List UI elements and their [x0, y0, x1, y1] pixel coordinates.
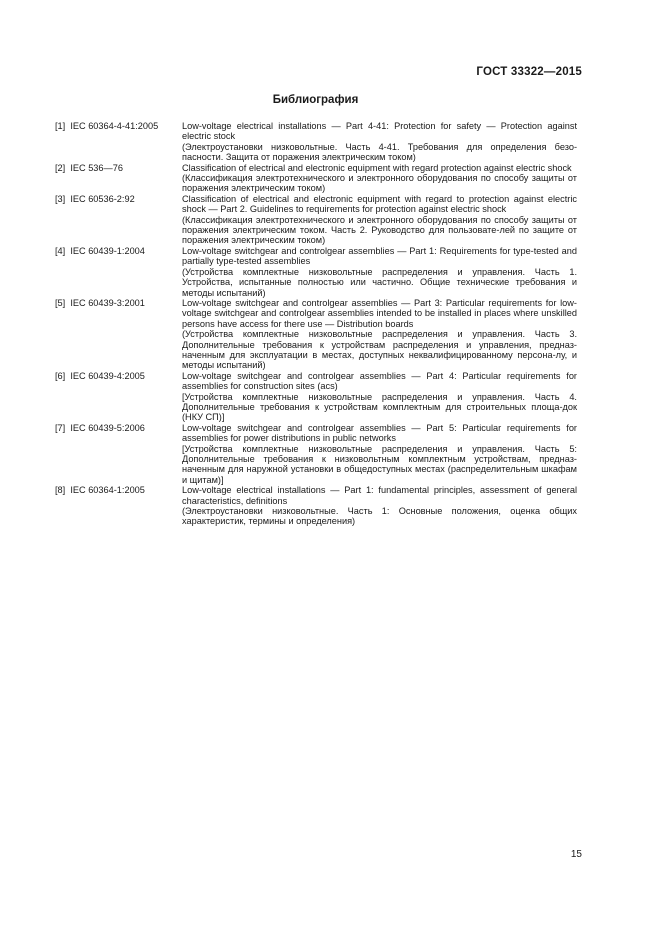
- page-number: 15: [570, 849, 582, 860]
- entry-reference: [55, 163, 182, 194]
- entry-reference: [55, 298, 182, 371]
- entry-standard-code: IEC 536—76: [70, 162, 123, 173]
- entry-reference: [55, 423, 182, 485]
- entry-title-ru: [Устройства комплектные низковольтные распределения и управления. Часть 5: Дополнительные требования к низковольтным комплектным устройствам, предназ-наченным для наружной установки в общедоступных местах (распределительным шкафам и щитам)]: [182, 443, 577, 485]
- bibliography-entry: [55, 298, 577, 371]
- entry-title-en: Low-voltage switchgear and controlgear assemblies — Part 3: Particular requirements for low-voltage switchgear and controlgear assemblies intended to be installed in places where unskilled persons have access for there use — Distribution boards: [182, 297, 577, 329]
- entry-title-en: Low-voltage switchgear and controlgear assemblies — Part 4: Particular requirements for assemblies for construction sites (acs): [182, 370, 577, 392]
- entry-title-ru: (Классификация электротехнического и электронного оборудования по способу защиты от поражения электрическим током): [182, 173, 577, 194]
- entry-body: [182, 163, 577, 194]
- entry-title-ru: (Устройства комплектные низковольтные распределения и управления. Часть 3. Дополнительные требования к устройствам распределения и управления, предназ-наченным для эксплуатации в местах, доступных неквалифицированному персона-лу, и методы испытаний): [182, 329, 577, 371]
- entry-body: [182, 298, 577, 371]
- entry-number: [3]: [55, 193, 66, 204]
- entry-standard-code: IEC 60439-1:2004: [70, 245, 145, 256]
- entry-body: [182, 246, 577, 298]
- entry-number: [8]: [55, 485, 66, 496]
- entry-title-en: Low-voltage electrical installations — Part 1: fundamental principles, assessment of general characteristics, definitions: [182, 485, 577, 506]
- entry-reference: [55, 121, 182, 163]
- entry-number: [4]: [55, 245, 66, 256]
- entry-title-en: Low-voltage switchgear and controlgear assemblies — Part 1: Requirements for type-tested and partially type-tested assemblies: [182, 245, 577, 267]
- entry-body: [182, 423, 577, 485]
- page-title: Библиография: [272, 94, 359, 106]
- entry-title-ru: (Электроустановки низковольтные. Часть 4-41. Требования для определения безо-пасности. Защита от поражения электрическим током): [182, 141, 577, 163]
- entry-standard-code: IEC 60439-4:2005: [70, 370, 145, 381]
- entry-title-ru: (Устройства комплектные низковольтные распределения и управления. Часть 1. Устройства, испытанные полностью или частично. Общие технические требования и методы испытаний): [182, 266, 577, 298]
- entry-number: [6]: [55, 370, 66, 381]
- entry-standard-code: IEC 60364-4-41:2005: [70, 121, 159, 131]
- entry-title-en: Classification of electrical and electronic equipment with regard protection against electric shock: [182, 162, 572, 173]
- bibliography-entry: [55, 423, 577, 485]
- bibliography-list: [55, 121, 577, 527]
- entry-body: [182, 194, 577, 246]
- entry-title-ru: [Устройства комплектные низковольтные распределения и управления. Часть 4. Дополнительные требования к устройствам комплектным для строительных площа-док (НКУ СП)]: [182, 391, 577, 423]
- entry-reference: [55, 194, 182, 246]
- entry-number: [1]: [55, 121, 66, 131]
- bibliography-entry: [55, 121, 577, 163]
- entry-number: [2]: [55, 162, 66, 173]
- bibliography-entry: [55, 246, 577, 298]
- entry-title-ru: (Электроустановки низковольтные. Часть 1: Основные положения, оценка общих характеристик, термины и определения): [182, 506, 577, 527]
- entry-standard-code: IEC 60439-3:2001: [70, 297, 145, 308]
- entry-title-en: Low-voltage switchgear and controlgear assemblies — Part 5: Particular requirements for assemblies for power distributions in public networks: [182, 422, 577, 444]
- bibliography-entry: [55, 485, 577, 527]
- entry-title-en: Low-voltage electrical installations — Part 4-41: Protection for safety — Protection against electric stock: [182, 121, 577, 142]
- bibliography-entry: [55, 163, 577, 194]
- entry-reference: [55, 371, 182, 423]
- entry-standard-code: IEC 60364-1:2005: [70, 485, 145, 496]
- entry-standard-code: IEC 60439-5:2006: [70, 422, 145, 433]
- bibliography-entry: [55, 194, 577, 246]
- entry-title-ru: (Классификация электротехнического и электронного оборудования по способу защиты от поражения электрическим током. Часть 2. Руководство для пользовате-лей по защите от поражения электрическим током): [182, 214, 577, 246]
- entry-number: [7]: [55, 422, 66, 433]
- entry-title-en: Classification of electrical and electronic equipment with regard to protection against electric shock — Part 2. Guidelines to requirements for protection against electric shock: [182, 193, 577, 215]
- entry-number: [5]: [55, 297, 66, 308]
- entry-body: [182, 121, 577, 163]
- entry-body: [182, 371, 577, 423]
- document-code: ГОСТ 33322—2015: [476, 66, 582, 78]
- entry-standard-code: IEC 60536-2:92: [70, 193, 135, 204]
- entry-reference: [55, 246, 182, 298]
- bibliography-entry: [55, 371, 577, 423]
- entry-reference: [55, 485, 182, 527]
- entry-body: [182, 485, 577, 527]
